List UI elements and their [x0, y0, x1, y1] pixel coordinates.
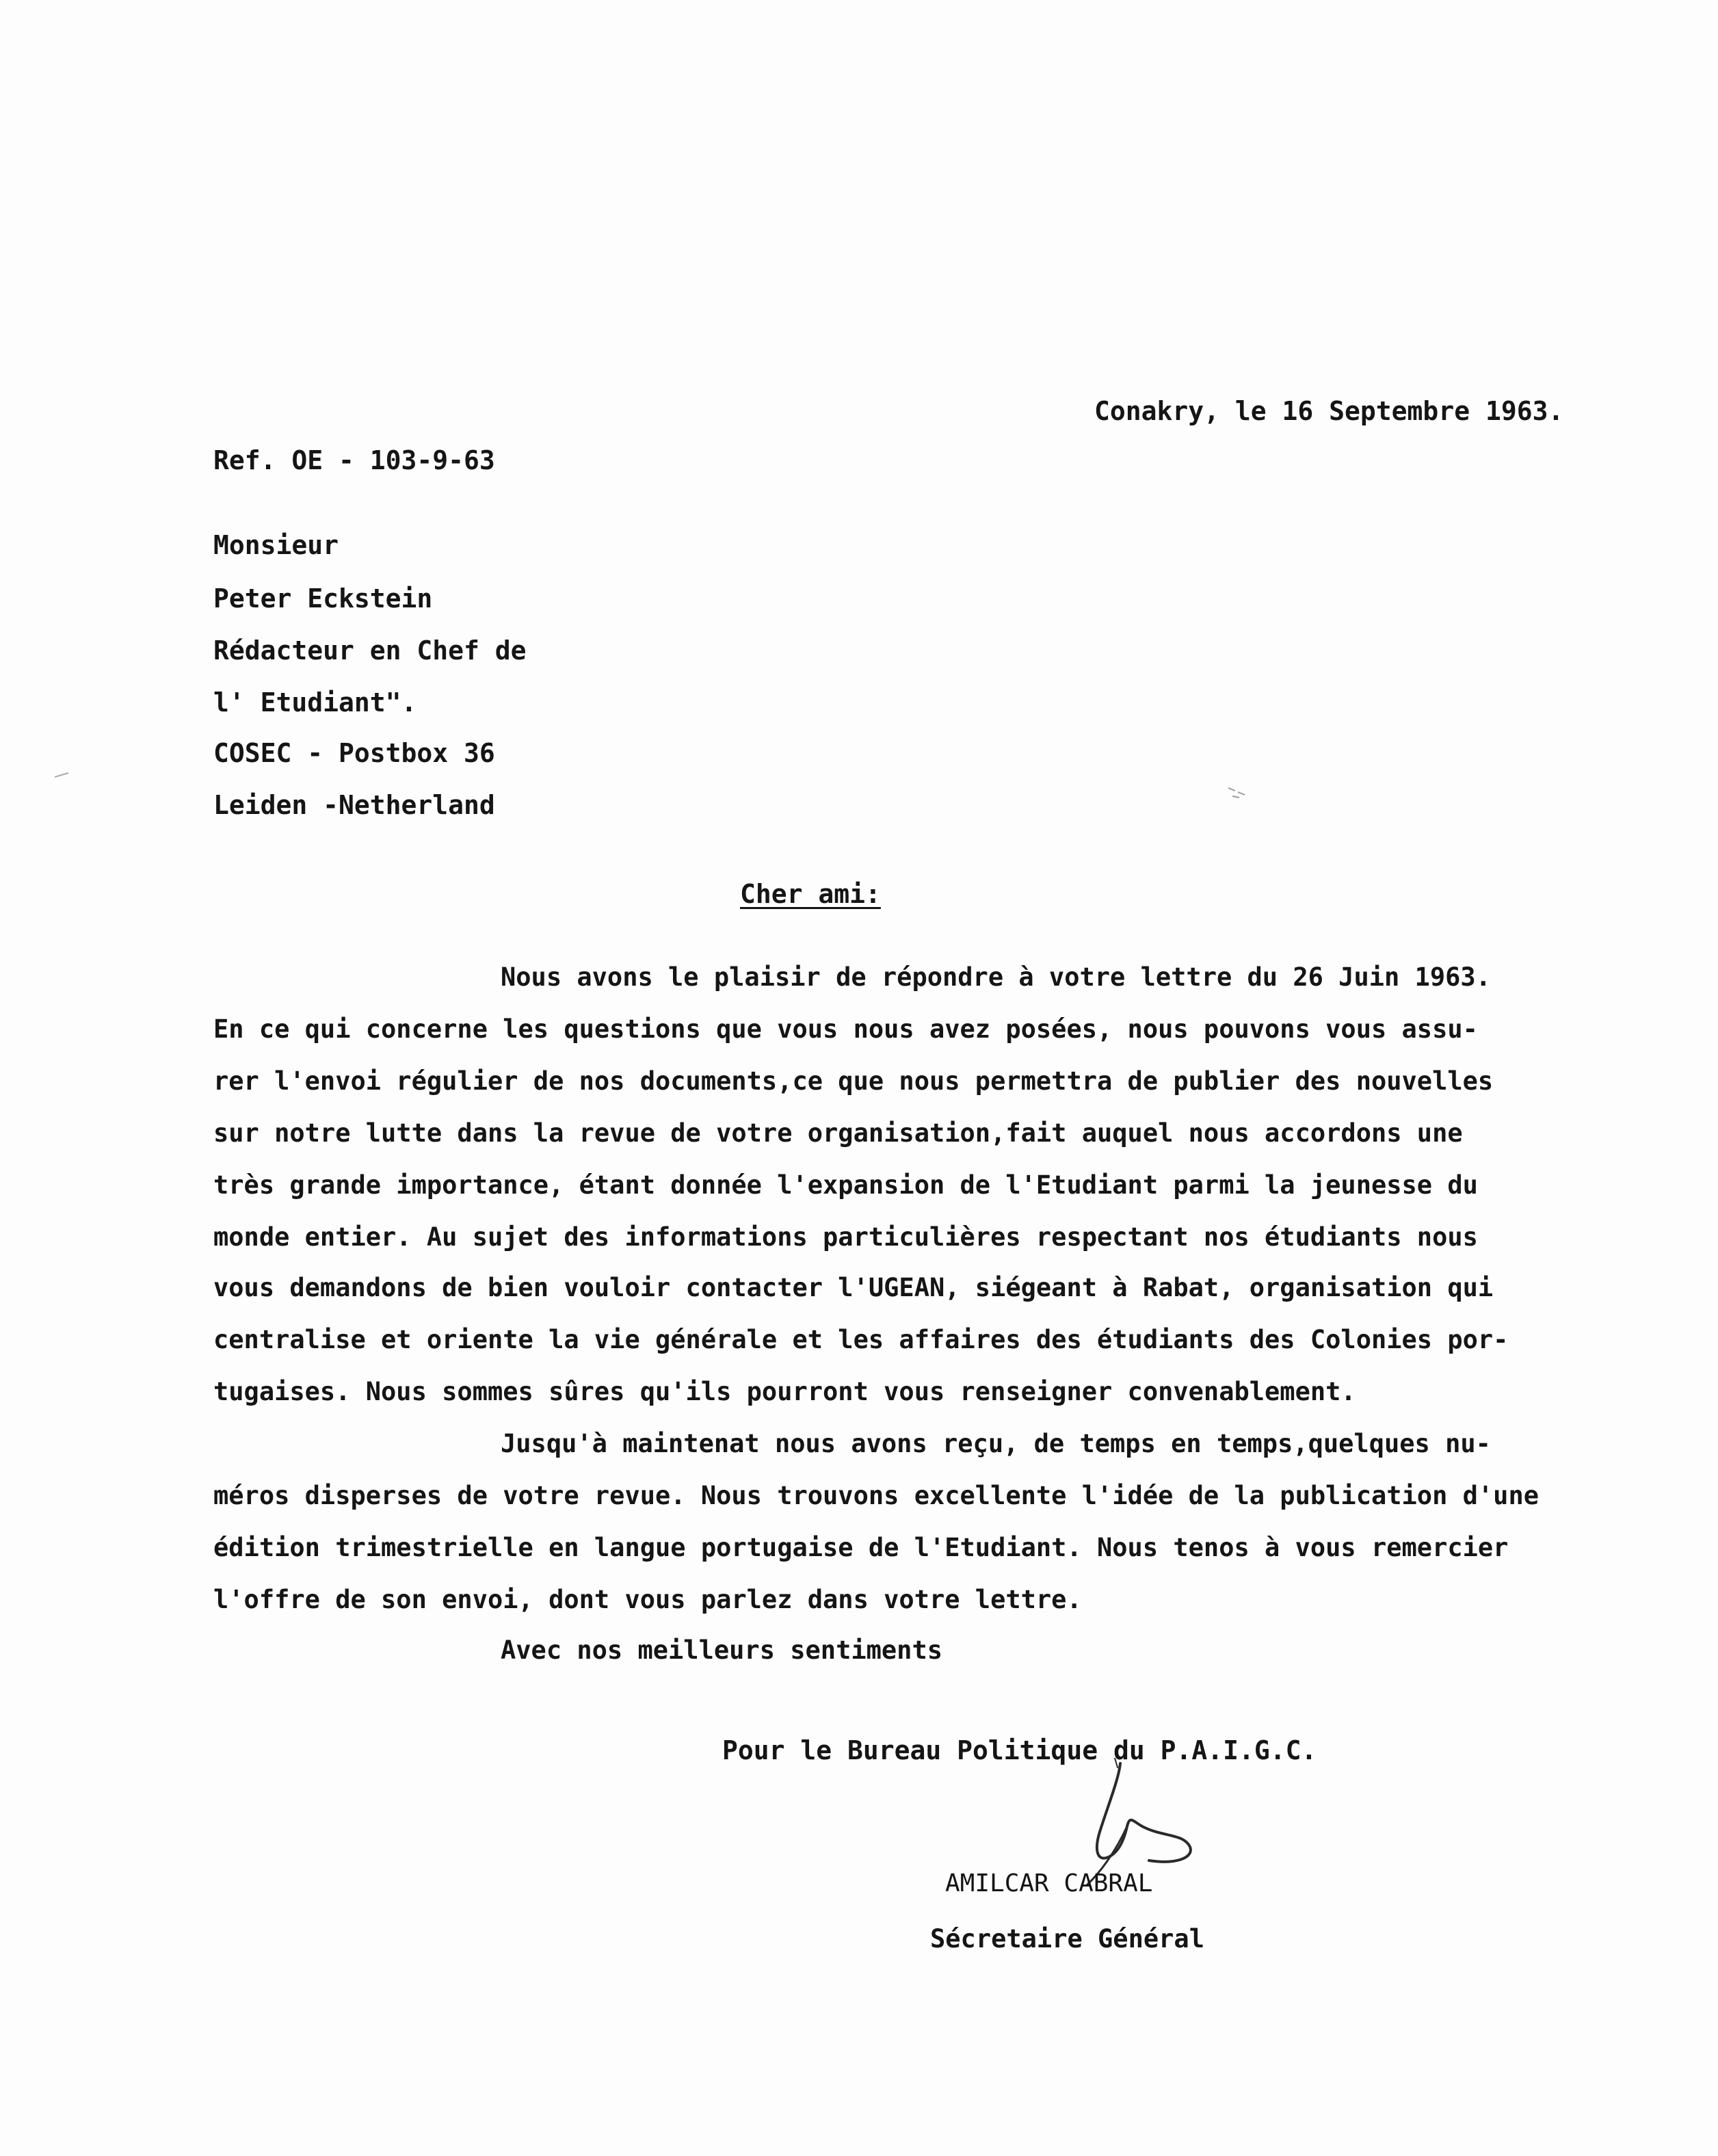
- address-line: Rédacteur en Chef de: [213, 635, 527, 666]
- body-line: monde entier. Au sujet des informations particulières respectant nos étudiants nous: [213, 1222, 1478, 1252]
- signatory-name: AMILCAR CABRAL: [945, 1869, 1153, 1897]
- scan-speck: [1226, 781, 1253, 802]
- signatory-title: Sécretaire Général: [930, 1924, 1204, 1954]
- address-line: COSEC - Postbox 36: [213, 738, 495, 768]
- body-line: méros disperses de votre revue. Nous trouvons excellente l'idée de la publication d'une: [213, 1481, 1539, 1510]
- body-line: édition trimestrielle en langue portugaise de l'Etudiant. Nous tenos à vous remercier: [213, 1533, 1509, 1562]
- place-date: Conakry, le 16 Septembre 1963.: [1094, 396, 1564, 426]
- body-line: tugaises. Nous sommes sûres qu'ils pourront vous renseigner convenablement.: [213, 1377, 1356, 1406]
- body-line: vous demandons de bien vouloir contacter l'UGEAN, siégeant à Rabat, organisation qui: [213, 1273, 1494, 1302]
- salutation: Cher ami:: [740, 879, 881, 909]
- body-line: Nous avons le plaisir de répondre à votre lettre du 26 Juin 1963.: [501, 962, 1491, 992]
- body-line: Jusqu'à maintenat nous avons reçu, de temps en temps,quelques nu-: [501, 1429, 1491, 1458]
- handwritten-signature: [1067, 1758, 1204, 1888]
- reference-number: Ref. OE - 103-9-63: [213, 445, 495, 475]
- scan-speck: [53, 767, 74, 781]
- body-line: très grande importance, étant donnée l'expansion de l'Etudiant parmi la jeunesse du: [213, 1170, 1478, 1200]
- address-line: Monsieur: [213, 530, 339, 560]
- body-line: l'offre de son envoi, dont vous parlez dans votre lettre.: [213, 1585, 1082, 1614]
- signatory-organization: Pour le Bureau Politique du P.A.I.G.C.: [722, 1735, 1317, 1765]
- body-line: centralise et oriente la vie générale et les affaires des étudiants des Colonies por-: [213, 1325, 1509, 1354]
- body-line: sur notre lutte dans la revue de votre organisation,fait auquel nous accordons une: [213, 1118, 1463, 1148]
- address-line: Leiden -Netherland: [213, 790, 495, 820]
- closing-phrase: Avec nos meilleurs sentiments: [501, 1635, 943, 1665]
- body-line: En ce qui concerne les questions que vous nous avez posées, nous pouvons vous assu-: [213, 1014, 1478, 1044]
- address-line: Peter Eckstein: [213, 583, 433, 614]
- address-line: l' Etudiant".: [213, 687, 417, 718]
- body-line: rer l'envoi régulier de nos documents,ce que nous permettra de publier des nouvelles: [213, 1066, 1494, 1096]
